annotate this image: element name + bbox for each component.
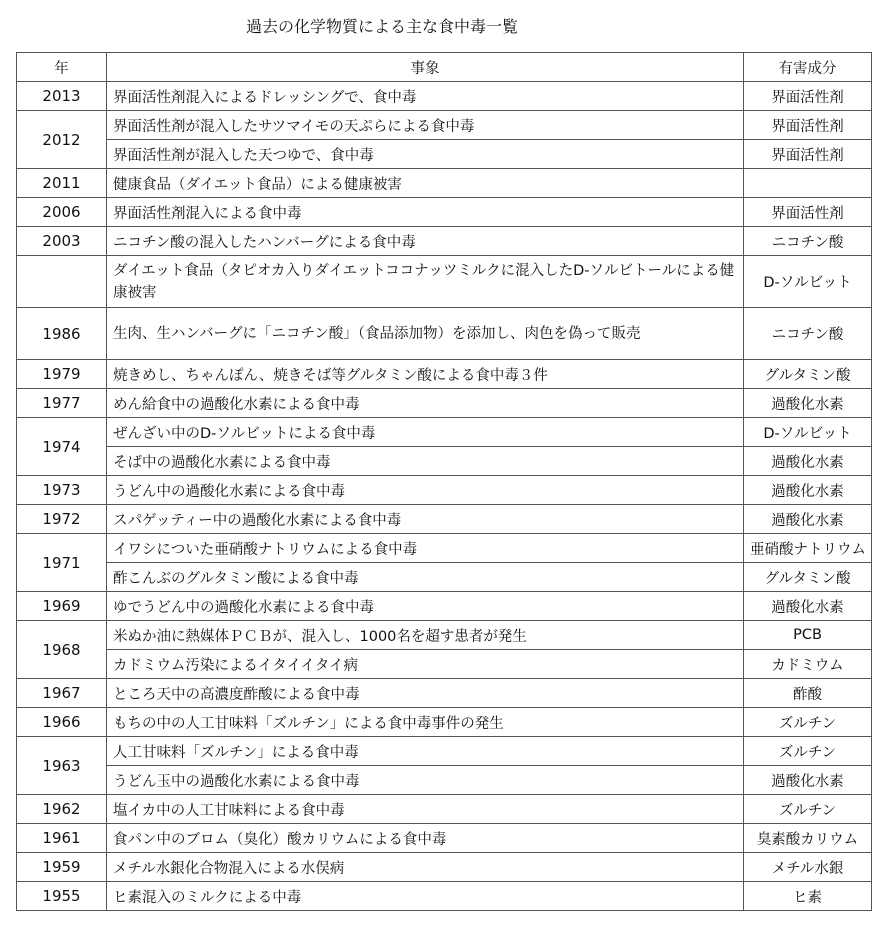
food-poisoning-table xyxy=(16,52,872,911)
event-cell: 界面活性剤が混入した天つゆで、食中毒 xyxy=(107,140,744,169)
year-cell: 1962 xyxy=(17,795,107,824)
year-cell: 1969 xyxy=(17,592,107,621)
component-cell: 過酸化水素 xyxy=(744,447,872,476)
event-cell: ダイエット食品（タピオカ入りダイエットココナッツミルクに混入したD-ソルビトールによる健康被害 xyxy=(107,256,744,308)
table-body xyxy=(17,82,872,911)
table-row xyxy=(17,534,872,563)
event-cell: 人工甘味料「ズルチン」による食中毒 xyxy=(107,737,744,766)
table-row xyxy=(17,227,872,256)
component-cell: 酢酸 xyxy=(744,679,872,708)
component-cell: 界面活性剤 xyxy=(744,82,872,111)
table-row xyxy=(17,360,872,389)
year-cell: 2003 xyxy=(17,227,107,256)
component-cell: 過酸化水素 xyxy=(744,766,872,795)
table-row xyxy=(17,882,872,911)
component-cell: 亜硝酸ナトリウム xyxy=(744,534,872,563)
year-cell: 1974 xyxy=(17,418,107,476)
table-row xyxy=(17,650,872,679)
component-cell: 過酸化水素 xyxy=(744,592,872,621)
table-row xyxy=(17,447,872,476)
event-cell: そば中の過酸化水素による食中毒 xyxy=(107,447,744,476)
table-row xyxy=(17,82,872,111)
event-cell: カドミウム汚染によるイタイイタイ病 xyxy=(107,650,744,679)
component-cell: ズルチン xyxy=(744,737,872,766)
table-row xyxy=(17,563,872,592)
table-row xyxy=(17,308,872,360)
event-cell: 界面活性剤混入によるドレッシングで、食中毒 xyxy=(107,82,744,111)
component-cell: グルタミン酸 xyxy=(744,563,872,592)
event-cell: イワシについた亜硝酸ナトリウムによる食中毒 xyxy=(107,534,744,563)
year-cell: 1971 xyxy=(17,534,107,592)
year-cell: 2013 xyxy=(17,82,107,111)
event-cell: 米ぬか油に熱媒体ＰＣＢが、混入し、1000名を超す患者が発生 xyxy=(107,621,744,650)
table-row xyxy=(17,708,872,737)
event-cell: 食パン中のブロム（臭化）酸カリウムによる食中毒 xyxy=(107,824,744,853)
year-cell: 1963 xyxy=(17,737,107,795)
table-row xyxy=(17,824,872,853)
year-cell: 1966 xyxy=(17,708,107,737)
event-cell: 健康食品（ダイエット食品）による健康被害 xyxy=(107,169,744,198)
table-row xyxy=(17,795,872,824)
event-cell: うどん中の過酸化水素による食中毒 xyxy=(107,476,744,505)
event-cell: メチル水銀化合物混入による水俣病 xyxy=(107,853,744,882)
event-cell: ヒ素混入のミルクによる中毒 xyxy=(107,882,744,911)
component-cell: 界面活性剤 xyxy=(744,111,872,140)
component-cell xyxy=(744,169,872,198)
year-cell: 1973 xyxy=(17,476,107,505)
header-event: 事象 xyxy=(107,53,744,82)
component-cell: 臭素酸カリウム xyxy=(744,824,872,853)
event-cell: ニコチン酸の混入したハンバーグによる食中毒 xyxy=(107,227,744,256)
year-cell: 1967 xyxy=(17,679,107,708)
component-cell: 過酸化水素 xyxy=(744,389,872,418)
component-cell: グルタミン酸 xyxy=(744,360,872,389)
header-year: 年 xyxy=(17,53,107,82)
component-cell: ヒ素 xyxy=(744,882,872,911)
table-row xyxy=(17,256,872,308)
event-cell: スパゲッティー中の過酸化水素による食中毒 xyxy=(107,505,744,534)
component-cell: D-ソルビット xyxy=(744,256,872,308)
header-row xyxy=(17,53,872,82)
table-row xyxy=(17,766,872,795)
table-row xyxy=(17,476,872,505)
table-row xyxy=(17,621,872,650)
event-cell: めん給食中の過酸化水素による食中毒 xyxy=(107,389,744,418)
component-cell: ズルチン xyxy=(744,795,872,824)
year-cell: 2006 xyxy=(17,198,107,227)
year-cell: 1959 xyxy=(17,853,107,882)
year-cell: 1972 xyxy=(17,505,107,534)
component-cell: ズルチン xyxy=(744,708,872,737)
event-cell: もちの中の人工甘味料「ズルチン」による食中毒事件の発生 xyxy=(107,708,744,737)
component-cell: 過酸化水素 xyxy=(744,476,872,505)
table-row xyxy=(17,418,872,447)
year-cell: 1955 xyxy=(17,882,107,911)
component-cell: PCB xyxy=(744,621,872,650)
year-cell: 1968 xyxy=(17,621,107,679)
event-cell: 生肉、生ハンバーグに「ニコチン酸」（食品添加物）を添加し、肉色を偽って販売 xyxy=(107,308,744,360)
table-row xyxy=(17,853,872,882)
year-cell xyxy=(17,256,107,308)
event-cell: ぜんざい中のD-ソルビットによる食中毒 xyxy=(107,418,744,447)
event-cell: ところ天中の高濃度酢酸による食中毒 xyxy=(107,679,744,708)
table-row xyxy=(17,140,872,169)
table-row xyxy=(17,679,872,708)
table-row xyxy=(17,505,872,534)
table-row xyxy=(17,169,872,198)
table-row xyxy=(17,737,872,766)
table-row xyxy=(17,198,872,227)
event-cell: 界面活性剤が混入したサツマイモの天ぷらによる食中毒 xyxy=(107,111,744,140)
event-cell: うどん玉中の過酸化水素による食中毒 xyxy=(107,766,744,795)
event-cell: 界面活性剤混入による食中毒 xyxy=(107,198,744,227)
event-cell: 酢こんぶのグルタミン酸による食中毒 xyxy=(107,563,744,592)
year-cell: 1977 xyxy=(17,389,107,418)
event-cell: ゆでうどん中の過酸化水素による食中毒 xyxy=(107,592,744,621)
year-cell: 1979 xyxy=(17,360,107,389)
page-title: 過去の化学物質による主な食中毒一覧 xyxy=(245,17,518,36)
year-cell: 1986 xyxy=(17,308,107,360)
component-cell: メチル水銀 xyxy=(744,853,872,882)
year-cell: 1961 xyxy=(17,824,107,853)
component-cell: ニコチン酸 xyxy=(744,227,872,256)
component-cell: 界面活性剤 xyxy=(744,140,872,169)
year-cell: 2012 xyxy=(17,111,107,169)
component-cell: カドミウム xyxy=(744,650,872,679)
year-cell: 2011 xyxy=(17,169,107,198)
table-row xyxy=(17,389,872,418)
component-cell: D-ソルビット xyxy=(744,418,872,447)
component-cell: ニコチン酸 xyxy=(744,308,872,360)
table-row xyxy=(17,111,872,140)
header-component: 有害成分 xyxy=(744,53,872,82)
event-cell: 塩イカ中の人工甘味料による食中毒 xyxy=(107,795,744,824)
event-cell: 焼きめし、ちゃんぽん、焼きそば等グルタミン酸による食中毒３件 xyxy=(107,360,744,389)
table-row xyxy=(17,592,872,621)
component-cell: 過酸化水素 xyxy=(744,505,872,534)
component-cell: 界面活性剤 xyxy=(744,198,872,227)
